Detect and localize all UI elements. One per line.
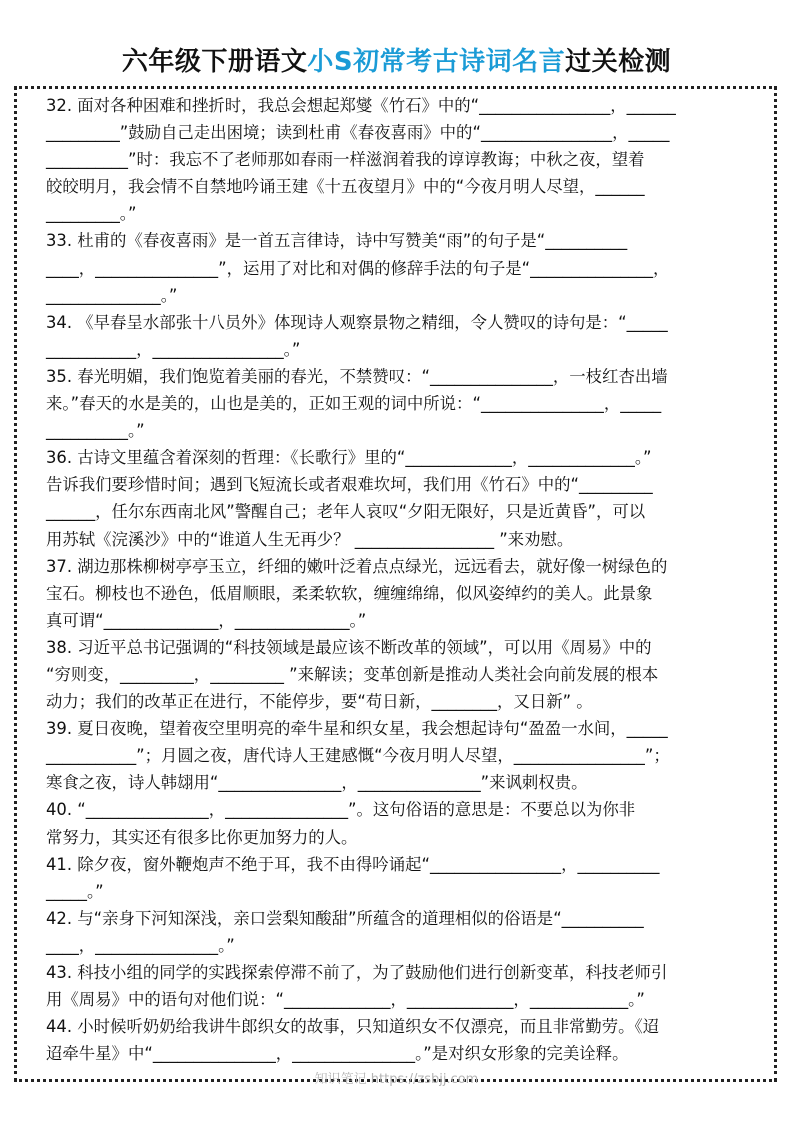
text-line: ____，_______________。”	[46, 935, 235, 955]
watermark: 知识笔记 https://zsbjj.com	[314, 1072, 479, 1087]
text-line: 迢牵牛星》中“_______________，_______________。”是对织女形象的完美诠释。	[46, 1044, 629, 1064]
text-line: 真可谓“______________，______________。”	[46, 610, 367, 630]
text-line: 告诉我们要珍惜时间；遇到飞短流长或者艰难坎坷，我们用《竹石》中的“_________	[46, 475, 653, 495]
title-part3: 过关检测	[565, 47, 672, 77]
text-line: ______，任尔东西南北风”警醒自己；老年人哀叹“夕阳无限好，只是近黄昏”，可以	[46, 502, 646, 522]
text-line: _________”鼓励自己走出困境；读到杜甫《春夜喜雨》中的“________________，_____	[46, 123, 670, 143]
text-line: 用《周易》中的语句对他们说：“_____________，_____________，____________。”	[46, 990, 645, 1010]
text-line: 35. 春光明媚，我们饱览着美丽的春光，不禁赞叹：“_______________，一枝红杏出墙	[46, 366, 668, 386]
text-line: ____，_______________”，运用了对比和对偶的修辞手法的句子是“_______________，	[46, 258, 670, 278]
title-part1: 六年级下册语文	[121, 47, 308, 77]
text-line: 寒食之夜，诗人韩翃用“_______________，_______________”来讽刺权贵。	[46, 773, 588, 793]
title-highlight: 小S初常考古诗词名言	[307, 47, 566, 77]
text-line: _____。”	[46, 881, 104, 901]
text-line: 常努力，其实还有很多比你更加努力的人。	[46, 827, 358, 847]
text-line: 33. 杜甫的《春夜喜雨》是一首五言律诗，诗中写赞美“雨”的句子是“__________	[46, 231, 628, 251]
text-line: 动力；我们的改革正在进行，不能停步，要“苟日新，________，又日新” 。	[46, 692, 593, 712]
text-line: 36. 古诗文里蕴含着深刻的哲理：《长歌行》里的“_____________，_____________。”	[46, 448, 652, 468]
text-line: __________”时：我忘不了老师那如春雨一样滋润着我的谆谆教诲；中秋之夜，望着	[46, 150, 645, 170]
text-line: 43. 科技小组的同学的实践探索停滞不前了，为了鼓励他们进行创新变革，科技老师引	[46, 963, 668, 982]
text-line: 37. 湖边那株柳树亭亭玉立，纤细的嫩叶泛着点点绿光，远远看去，就好像一树绿色的	[46, 556, 668, 576]
text-line: _________。”	[46, 204, 137, 224]
page-title	[0, 44, 793, 80]
text-line: ___________，________________。”	[46, 339, 301, 359]
text-line: 38. 习近平总书记强调的“科技领域是最应该不断改革的领域”，可以用《周易》中的	[46, 637, 652, 657]
text-line: “穷则变，_________，_________ ”来解读；变革创新是推动人类社会向前发展的根本	[46, 664, 659, 684]
text-line: 42. 与“亲身下河知深浅，亲口尝梨知酸甜”所蕴含的道理相似的俗语是“__________	[46, 908, 644, 928]
text-line: 32. 面对各种困难和挫折时，我总会想起郑燮《竹石》中的“________________，______	[46, 96, 676, 115]
text-line: 用苏轼《浣溪沙》中的“谁道人生无再少？ _________________ ”来劝慰。	[46, 529, 574, 549]
text-line: 40. “_______________，_______________”。这句俗语的意思是：不要总以为你非	[46, 800, 636, 820]
text-line: ______________。”	[46, 285, 178, 305]
text-line: 宝石。柳枝也不逊色，低眉顺眼，柔柔软软，缠缠绵绵，似风姿绰约的美人。此景象	[46, 583, 653, 603]
text-line: ___________”；月圆之夜，唐代诗人王建感慨“今夜月明人尽望，________________”；	[46, 746, 670, 766]
text-line: 39. 夏日夜晚，望着夜空里明亮的牵牛星和织女星，我会想起诗句“盈盈一水间，_____	[46, 719, 668, 739]
text-line: 皎皎明月，我会情不自禁地吟诵王建《十五夜望月》中的“今夜月明人尽望，______	[46, 177, 645, 197]
text-line: 34. 《早春呈水部张十八员外》体现诗人观察景物之精细，令人赞叹的诗句是：“_____	[46, 312, 668, 332]
worksheet-body	[46, 92, 750, 1067]
text-line: 41. 除夕夜，窗外鞭炮声不绝于耳，我不由得吟诵起“________________，__________	[46, 854, 660, 874]
text-line: 44. 小时候听奶奶给我讲牛郎织女的故事，只知道织女不仅漂亮，而且非常勤劳。《迢	[46, 1017, 660, 1037]
text-line: __________。”	[46, 421, 145, 441]
text-line: 来。”春天的水是美的，山也是美的，正如王观的词中所说：“_______________，_____	[46, 394, 662, 414]
